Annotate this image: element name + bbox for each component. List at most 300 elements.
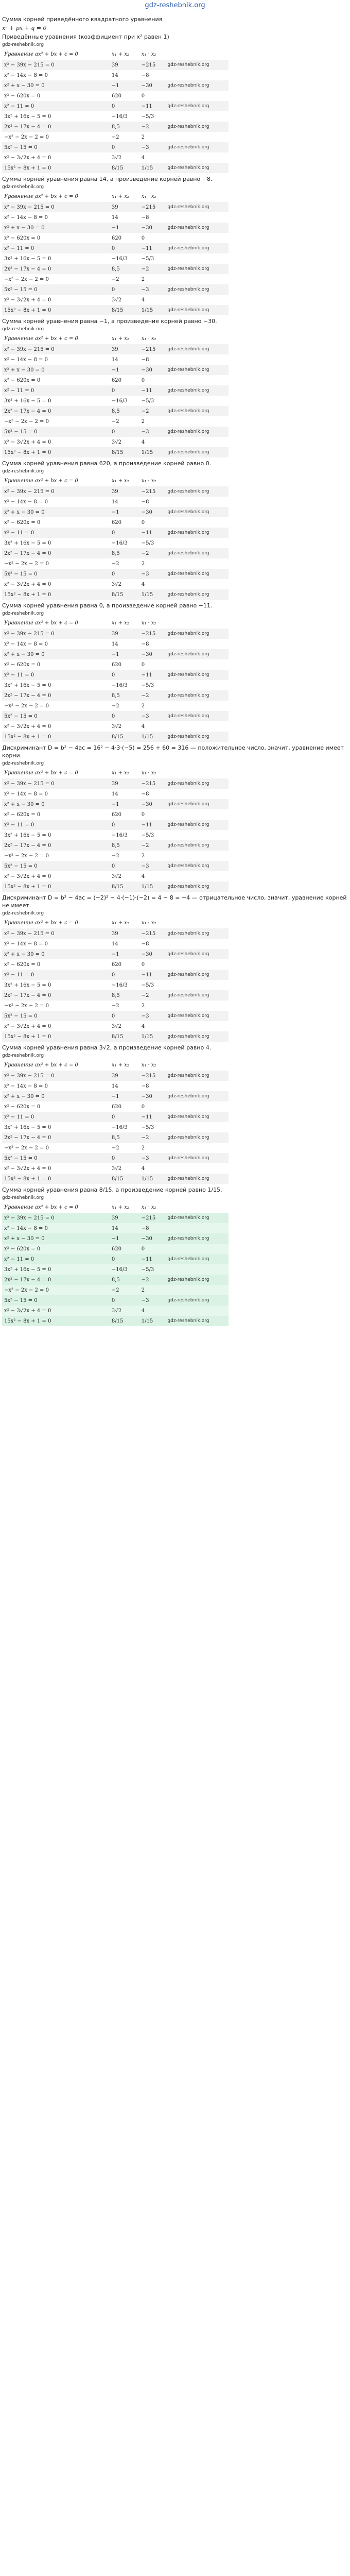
product-cell: −11	[139, 1112, 166, 1122]
table-row	[2, 202, 229, 212]
sum-cell: 8/15	[110, 447, 139, 457]
equation-cell: x² − 14x − 8 = 0	[4, 1083, 48, 1089]
table-row	[2, 680, 229, 690]
table-row	[2, 970, 229, 980]
equation-cell: x² − 11 = 0	[2, 101, 110, 111]
table-header-cell: x₁ · x₂	[141, 51, 156, 57]
equation-cell: 15x² − 8x + 1 = 0	[2, 1031, 110, 1042]
product-cell: 2	[141, 561, 145, 567]
sum-cell: 620	[111, 93, 121, 99]
sum-cell: 3√2	[111, 1165, 121, 1172]
watermark: gdz-reshebnik.org	[165, 1316, 229, 1326]
sum-cell: 8,5	[110, 406, 139, 416]
watermark: gdz-reshebnik.org	[165, 1295, 229, 1306]
sum-cell: 0	[110, 1254, 139, 1264]
sum-cell: 3√2	[111, 581, 121, 587]
table-row	[2, 1295, 229, 1306]
product-cell: 2	[141, 1145, 145, 1151]
equation-cell: 15x² − 8x + 1 = 0	[2, 589, 110, 600]
product-cell: −5/3	[141, 398, 154, 404]
watermark	[165, 132, 229, 142]
sum-cell: 8/15	[110, 163, 139, 173]
watermark: gdz-reshebnik.org	[165, 122, 229, 132]
watermark: gdz-reshebnik.org	[165, 385, 229, 396]
table-header-cell: x₁ · x₂	[141, 920, 156, 926]
product-cell: 2	[141, 1003, 145, 1009]
product-cell: −11	[139, 385, 166, 396]
sum-cell: 3√2	[111, 297, 121, 303]
sum-cell: 0	[110, 427, 139, 437]
product-cell: 0	[141, 662, 145, 668]
sum-cell: −1	[110, 799, 139, 809]
sum-cell: 620	[111, 235, 121, 241]
equation-cell: 5x² − 15 = 0	[2, 569, 110, 579]
table-row	[2, 820, 229, 830]
product-cell: −11	[139, 101, 166, 111]
watermark: gdz-reshebnik.org	[165, 732, 229, 742]
watermark: gdz-reshebnik.org	[165, 202, 229, 212]
watermark: gdz-reshebnik.org	[165, 163, 229, 173]
sum-cell: 39	[110, 486, 139, 497]
table-row	[2, 284, 229, 295]
block-explanation: Приведённые уравнения (коэффициент при x² равен 1)	[2, 33, 169, 40]
table-row	[2, 385, 229, 396]
table-row	[2, 1285, 229, 1295]
sum-cell: 620	[111, 662, 121, 668]
table-row	[2, 928, 229, 939]
product-cell: 2	[141, 276, 145, 282]
product-cell: 1/15	[139, 163, 166, 173]
site-header[interactable]	[0, 0, 350, 14]
table-row	[2, 486, 229, 497]
watermark	[165, 437, 229, 447]
watermark	[165, 579, 229, 589]
watermark	[165, 212, 229, 223]
watermark: gdz-reshebnik.org	[165, 629, 229, 639]
sum-cell: 0	[110, 1112, 139, 1122]
watermark	[165, 558, 229, 569]
watermark	[165, 1122, 229, 1132]
table-header-cell: x₁ · x₂	[141, 770, 156, 776]
equation-cell: 5x² − 15 = 0	[2, 427, 110, 437]
equation-cell: x² − 14x − 8 = 0	[4, 641, 48, 647]
table-row	[2, 295, 229, 305]
solution-block	[2, 602, 348, 742]
product-cell: 4	[141, 1023, 145, 1029]
product-cell: −30	[139, 365, 166, 375]
equation-cell: x² − 11 = 0	[2, 528, 110, 538]
equation-cell: x² − 620x = 0	[4, 662, 41, 668]
table-row	[2, 416, 229, 427]
product-cell: 0	[141, 235, 145, 241]
product-cell: −30	[139, 949, 166, 959]
watermark: gdz-reshebnik.org	[165, 1031, 229, 1042]
product-cell: −30	[139, 223, 166, 233]
watermark	[165, 871, 229, 882]
watermark: gdz-reshebnik.org	[165, 284, 229, 295]
product-cell: −215	[139, 202, 166, 212]
table-row	[2, 152, 229, 163]
watermark	[165, 233, 229, 243]
equation-cell: x² − 11 = 0	[2, 243, 110, 253]
vieta-table	[2, 917, 229, 1042]
sum-cell: 0	[110, 711, 139, 721]
sum-cell: 8/15	[110, 1174, 139, 1184]
sum-cell: −2	[111, 418, 119, 425]
sum-cell: 8,5	[110, 690, 139, 701]
equation-cell: x² − 620x = 0	[4, 235, 41, 241]
table-header-cell: Уравнение ax² + bx + c = 0	[4, 1204, 78, 1210]
equation-cell: x² + x − 30 = 0	[2, 1233, 110, 1244]
watermark	[165, 659, 229, 670]
watermark	[165, 980, 229, 990]
product-cell: 1/15	[139, 589, 166, 600]
table-row	[2, 70, 229, 80]
equation-cell: 15x² − 8x + 1 = 0	[2, 163, 110, 173]
product-cell: 2	[141, 703, 145, 709]
table-header-cell: x₁ + x₂	[111, 770, 129, 776]
equation-cell: 2x² − 17x − 4 = 0	[2, 1275, 110, 1285]
product-cell: −215	[139, 60, 166, 70]
table-row	[2, 882, 229, 892]
equation-cell: x² + x − 30 = 0	[2, 80, 110, 91]
sum-cell: 0	[110, 820, 139, 830]
sum-cell: 14	[111, 1083, 118, 1089]
product-cell: −215	[139, 486, 166, 497]
watermark: gdz-reshebnik.org	[165, 264, 229, 274]
table-header-cell: x₁ · x₂	[141, 478, 156, 484]
sum-cell: −1	[110, 1233, 139, 1244]
table-row	[2, 253, 229, 264]
watermark: gdz-reshebnik.org	[165, 101, 229, 111]
equation-cell: 2x² − 17x − 4 = 0	[2, 406, 110, 416]
table-header-cell: x₁ · x₂	[141, 1204, 156, 1210]
vieta-table	[2, 1201, 229, 1326]
product-cell: 4	[141, 155, 145, 161]
table-header-cell: x₁ + x₂	[111, 478, 129, 484]
table-row	[2, 365, 229, 375]
sum-cell: 620	[111, 961, 121, 968]
equation-cell: 3x² + 16x − 5 = 0	[4, 256, 51, 262]
watermark: gdz-reshebnik.org	[165, 970, 229, 980]
equation-cell: 15x² − 8x + 1 = 0	[2, 447, 110, 457]
watermark: gdz-reshebnik.org	[165, 223, 229, 233]
table-header-cell: x₁ + x₂	[111, 1204, 129, 1210]
equation-cell: 5x² − 15 = 0	[2, 1011, 110, 1021]
equation-cell: x² − 620x = 0	[4, 93, 41, 99]
sum-cell: −16/3	[111, 398, 128, 404]
sum-cell: 39	[110, 1071, 139, 1081]
sum-cell: 3√2	[111, 873, 121, 879]
equation-cell: 15x² − 8x + 1 = 0	[2, 882, 110, 892]
equation-cell: x² + x − 30 = 0	[2, 507, 110, 517]
table-row	[2, 1223, 229, 1233]
product-cell: 4	[141, 873, 145, 879]
watermark: gdz-reshebnik.org	[165, 1275, 229, 1285]
product-cell: −215	[139, 1213, 166, 1223]
watermark: gdz-reshebnik.org	[165, 820, 229, 830]
table-row	[2, 1071, 229, 1081]
table-row	[2, 589, 229, 600]
equation-cell: x² − 14x − 8 = 0	[4, 941, 48, 947]
watermark: gdz-reshebnik.org	[165, 799, 229, 809]
product-cell: −2	[139, 1275, 166, 1285]
watermark: gdz-reshebnik.org	[2, 1053, 44, 1058]
table-row	[2, 1153, 229, 1163]
equation-cell: x² + x − 30 = 0	[2, 365, 110, 375]
sum-cell: 8,5	[110, 264, 139, 274]
block-explanation: Сумма корней уравнения равна 8/15, а произведение корней равно 1/15.	[2, 1187, 222, 1193]
equation-cell: 3x² + 16x − 5 = 0	[4, 682, 51, 688]
table-row	[2, 497, 229, 507]
watermark: gdz-reshebnik.org	[165, 142, 229, 152]
equation-cell: 3x² + 16x − 5 = 0	[2, 1264, 110, 1275]
table-row	[2, 1031, 229, 1042]
sum-cell: −2	[111, 703, 119, 709]
sum-cell: 3√2	[110, 1306, 139, 1316]
table-header-cell: x₁ + x₂	[111, 1062, 129, 1068]
equation-cell: −x² − 2x − 2 = 0	[4, 1003, 49, 1009]
table-row	[2, 354, 229, 365]
solution-block	[2, 1044, 348, 1184]
equation-cell: 2x² − 17x − 4 = 0	[2, 690, 110, 701]
table-row	[2, 396, 229, 406]
solution-block	[2, 744, 348, 892]
watermark	[165, 1223, 229, 1233]
watermark: gdz-reshebnik.org	[165, 528, 229, 538]
table-row	[2, 670, 229, 680]
sum-cell: −2	[111, 853, 119, 859]
product-cell: −5/3	[141, 1124, 154, 1130]
sum-cell: 8/15	[110, 882, 139, 892]
watermark: gdz-reshebnik.org	[165, 990, 229, 1001]
sum-cell: 8/15	[110, 1031, 139, 1042]
equation-cell: 3x² + 16x − 5 = 0	[4, 398, 51, 404]
product-cell: −2	[139, 1132, 166, 1143]
product-cell: −5/3	[141, 982, 154, 988]
product-cell: 0	[141, 519, 145, 526]
sum-cell: −2	[111, 1145, 119, 1151]
sum-cell: −16/3	[111, 256, 128, 262]
table-row	[2, 1254, 229, 1264]
equation-cell: 5x² − 15 = 0	[2, 284, 110, 295]
watermark: gdz-reshebnik.org	[165, 1091, 229, 1101]
equation-cell: x² − 3√2x + 4 = 0	[4, 1023, 51, 1029]
block-explanation: Сумма корней уравнения равна 3√2, а произведение корней равно 4.	[2, 1044, 212, 1051]
sum-cell: 14	[110, 1223, 139, 1233]
sum-cell: −1	[110, 507, 139, 517]
equation-cell: −x² − 2x − 2 = 0	[4, 703, 49, 709]
table-row	[2, 1244, 229, 1254]
table-row	[2, 427, 229, 437]
table-row	[2, 840, 229, 851]
table-row	[2, 1081, 229, 1091]
block-explanation: Сумма корней уравнения равна 14, а произведение корней равно −8.	[2, 176, 213, 182]
sum-cell: 8/15	[110, 1316, 139, 1326]
equation-cell: 3x² + 16x − 5 = 0	[4, 113, 51, 120]
equation-cell: x² − 3√2x + 4 = 0	[4, 297, 51, 303]
product-cell: −8	[141, 791, 149, 797]
equation-cell: −x² − 2x − 2 = 0	[4, 134, 49, 140]
product-cell: −215	[139, 928, 166, 939]
vieta-table	[2, 1059, 229, 1184]
table-row	[2, 639, 229, 649]
equation-cell: x² − 3√2x + 4 = 0	[4, 581, 51, 587]
solution-block	[2, 317, 348, 457]
watermark	[165, 396, 229, 406]
equation-cell: x² + x − 30 = 0	[2, 649, 110, 659]
watermark	[165, 1163, 229, 1174]
table-row	[2, 711, 229, 721]
product-cell: 1/15	[139, 305, 166, 315]
watermark	[165, 375, 229, 385]
watermark	[165, 1244, 229, 1254]
equation-cell: 2x² − 17x − 4 = 0	[2, 548, 110, 558]
sum-cell: 620	[111, 519, 121, 526]
table-row	[2, 274, 229, 284]
watermark	[165, 959, 229, 970]
sum-cell: 8,5	[110, 1132, 139, 1143]
product-cell: 0	[141, 377, 145, 383]
equation-cell: 15x² − 8x + 1 = 0	[2, 305, 110, 315]
table-row	[2, 375, 229, 385]
watermark	[165, 789, 229, 799]
watermark: gdz-reshebnik.org	[165, 486, 229, 497]
watermark	[165, 111, 229, 122]
watermark: gdz-reshebnik.org	[2, 911, 44, 916]
watermark	[165, 939, 229, 949]
watermark	[165, 1101, 229, 1112]
table-row	[2, 538, 229, 548]
site-link[interactable]: gdz-reshebnik.org	[145, 2, 205, 9]
vieta-table	[2, 767, 229, 892]
table-row	[2, 101, 229, 111]
sum-cell: −2	[110, 1285, 139, 1295]
product-cell: −3	[139, 1295, 166, 1306]
table-row	[2, 809, 229, 820]
product-cell: −8	[141, 72, 149, 78]
equation-cell: −x² − 2x − 2 = 0	[4, 561, 49, 567]
watermark: gdz-reshebnik.org	[165, 305, 229, 315]
product-cell: −2	[139, 548, 166, 558]
solution-block	[2, 894, 348, 1042]
equation-cell: x² − 3√2x + 4 = 0	[4, 723, 51, 730]
watermark	[165, 680, 229, 690]
table-header-cell: Уравнение ax² + bx + c = 0	[4, 335, 78, 342]
watermark	[165, 1021, 229, 1031]
table-row	[2, 447, 229, 457]
watermark	[165, 1264, 229, 1275]
table-row	[2, 1174, 229, 1184]
sum-cell: 8,5	[110, 122, 139, 132]
product-cell: −11	[139, 820, 166, 830]
sum-cell: −1	[110, 365, 139, 375]
watermark: gdz-reshebnik.org	[165, 1071, 229, 1081]
product-cell: −5/3	[141, 682, 154, 688]
table-row	[2, 939, 229, 949]
sum-cell: −1	[110, 949, 139, 959]
product-cell: 1/15	[139, 1031, 166, 1042]
sum-cell: 39	[110, 202, 139, 212]
watermark: gdz-reshebnik.org	[165, 1233, 229, 1244]
product-cell: −30	[139, 507, 166, 517]
equation-cell: x² − 14x − 8 = 0	[2, 1223, 110, 1233]
product-cell: −3	[139, 1011, 166, 1021]
product-cell: 4	[139, 1306, 166, 1316]
block-explanation: Сумма корней уравнения равна 620, а произведение корней равно 0.	[2, 460, 212, 467]
equation-cell: x² − 3√2x + 4 = 0	[2, 1306, 110, 1316]
sum-cell: 14	[111, 499, 118, 505]
watermark: gdz-reshebnik.org	[165, 649, 229, 659]
table-header-cell: Уравнение ax² + bx + c = 0	[4, 478, 78, 484]
equation-cell: x² − 14x − 8 = 0	[4, 499, 48, 505]
sum-cell: 0	[110, 243, 139, 253]
table-row	[2, 659, 229, 670]
sum-cell: −16/3	[110, 1264, 139, 1275]
watermark	[165, 538, 229, 548]
sum-cell: 8,5	[110, 840, 139, 851]
watermark	[165, 701, 229, 711]
solution-block	[2, 33, 348, 173]
sum-cell: −16/3	[111, 1124, 128, 1130]
vieta-table	[2, 333, 229, 457]
watermark: gdz-reshebnik.org	[165, 1254, 229, 1264]
table-row	[2, 1101, 229, 1112]
table-row	[2, 732, 229, 742]
watermark: gdz-reshebnik.org	[165, 243, 229, 253]
watermark	[165, 1306, 229, 1316]
watermark: gdz-reshebnik.org	[165, 928, 229, 939]
watermark: gdz-reshebnik.org	[165, 1174, 229, 1184]
table-row	[2, 1143, 229, 1153]
equation-cell: 15x² − 8x + 1 = 0	[2, 732, 110, 742]
equation-cell: x² − 39x − 215 = 0	[2, 60, 110, 70]
vieta-table	[2, 475, 229, 600]
sum-cell: 39	[110, 928, 139, 939]
table-header-row	[2, 191, 229, 202]
equation-cell: x² − 11 = 0	[2, 1112, 110, 1122]
table-row	[2, 233, 229, 243]
equation-cell: x² − 3√2x + 4 = 0	[4, 155, 51, 161]
table-row	[2, 80, 229, 91]
product-cell: 0	[141, 1104, 145, 1110]
sum-cell: 0	[110, 385, 139, 396]
equation-cell: −x² − 2x − 2 = 0	[4, 418, 49, 425]
watermark: gdz-reshebnik.org	[165, 1132, 229, 1143]
watermark: gdz-reshebnik.org	[165, 589, 229, 600]
equation-cell: x² − 14x − 8 = 0	[4, 357, 48, 363]
product-cell: 0	[141, 811, 145, 818]
watermark: gdz-reshebnik.org	[165, 670, 229, 680]
sum-cell: −1	[110, 1091, 139, 1101]
product-cell: −3	[139, 142, 166, 152]
sum-cell: 8,5	[110, 548, 139, 558]
equation-cell: 3x² + 16x − 5 = 0	[4, 1124, 51, 1130]
product-cell: 0	[139, 1244, 166, 1254]
watermark	[165, 517, 229, 528]
table-row	[2, 1132, 229, 1143]
watermark: gdz-reshebnik.org	[2, 761, 44, 766]
equation-cell: −x² − 2x − 2 = 0	[2, 1285, 110, 1295]
equation-cell: 5x² − 15 = 0	[2, 1295, 110, 1306]
block-explanation: Сумма корней уравнения равна 0, а произведение корней равно −11.	[2, 602, 213, 609]
table-row	[2, 1213, 229, 1223]
equation-cell: x² − 14x − 8 = 0	[4, 791, 48, 797]
equation-cell: 5x² − 15 = 0	[2, 142, 110, 152]
product-cell: −215	[139, 1071, 166, 1081]
equation-cell: x² − 3√2x + 4 = 0	[4, 873, 51, 879]
sum-cell: 0	[110, 1295, 139, 1306]
